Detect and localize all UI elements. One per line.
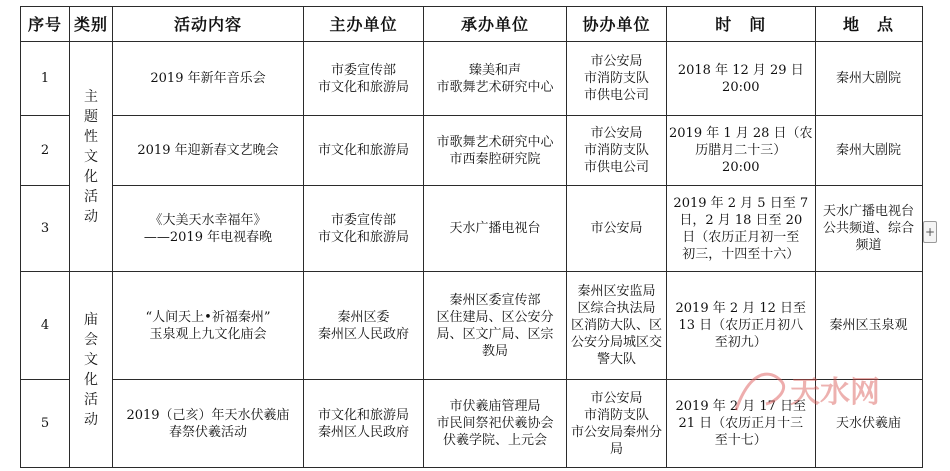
category-theme: 主 题 性 文 化 活 动 <box>70 42 113 272</box>
cell-organizer: 市伏羲庙管理局 市民间祭祀伏羲协会 伏羲学院、上元会 <box>424 380 567 468</box>
cell-place: 秦州区玉泉观 <box>815 272 922 380</box>
cell-content: 2019（己亥）年天水伏羲庙 春祭伏羲活动 <box>113 380 304 468</box>
cell-host: 秦州区委 秦州区人民政府 <box>304 272 424 380</box>
cell-time: 2018 年 12 月 29 日 20:00 <box>667 42 816 116</box>
events-table <box>20 6 923 468</box>
cell-cohost: 市公安局 <box>567 186 667 272</box>
header-time: 时 间 <box>667 7 816 42</box>
cell-organizer: 臻美和声 市歌舞艺术研究中心 <box>424 42 567 116</box>
cell-no: 4 <box>21 272 70 380</box>
cell-cohost: 市公安局 市消防支队 市供电公司 <box>567 116 667 186</box>
cell-organizer: 秦州区委宣传部 区住建局、区公安分 局、区文广局、区宗 教局 <box>424 272 567 380</box>
cell-content: 《大美天水幸福年》 ——2019 年电视春晚 <box>113 186 304 272</box>
table-header-row <box>21 7 923 42</box>
watermark-text: 天水网 <box>790 375 880 410</box>
cell-place: 天水伏羲庙 <box>815 380 922 468</box>
cell-time: 2019 年 2 月 5 日至 7 日，2 月 18 日至 20 日（农历正月初一至 初三，十四至十六） <box>667 186 816 272</box>
cell-organizer: 市歌舞艺术研究中心 市西秦腔研究院 <box>424 116 567 186</box>
category-temple-fair: 庙 会 文 化 活 动 <box>70 272 113 468</box>
cell-cohost: 秦州区安监局 区综合执法局 区消防大队、区 公安分局城区交 警大队 <box>567 272 667 380</box>
header-content: 活动内容 <box>113 7 304 42</box>
cell-place: 秦州大剧院 <box>815 42 922 116</box>
header-no: 序号 <box>21 7 70 42</box>
header-place: 地 点 <box>815 7 922 42</box>
cell-place: 天水广播电视台 公共频道、综合 频道 <box>815 186 922 272</box>
cell-place: 秦州大剧院 <box>815 116 922 186</box>
cell-content: 2019 年新年音乐会 <box>113 42 304 116</box>
cell-host: 市文化和旅游局 秦州区人民政府 <box>304 380 424 468</box>
table-row <box>21 272 923 380</box>
cell-cohost: 市公安局 市消防支队 市供电公司 <box>567 42 667 116</box>
header-category: 类别 <box>70 7 113 42</box>
cell-no: 1 <box>21 42 70 116</box>
cell-host: 市委宣传部 市文化和旅游局 <box>304 186 424 272</box>
cell-time: 2019 年 2 月 17 日至 21 日（农历正月十三 至十七） <box>667 380 816 468</box>
table-row <box>21 186 923 272</box>
table-row <box>21 380 923 468</box>
header-cohost: 协办单位 <box>567 7 667 42</box>
table-row <box>21 116 923 186</box>
cell-time: 2019 年 2 月 12 日至 13 日（农历正月初八 至初九） <box>667 272 816 380</box>
cell-no: 2 <box>21 116 70 186</box>
header-host: 主办单位 <box>304 7 424 42</box>
cell-host: 市委宣传部 市文化和旅游局 <box>304 42 424 116</box>
expand-plus-icon[interactable]: + <box>923 221 937 243</box>
cell-time: 2019 年 1 月 28 日（农 历腊月二十三） 20:00 <box>667 116 816 186</box>
cell-host: 市文化和旅游局 <box>304 116 424 186</box>
header-organizer: 承办单位 <box>424 7 567 42</box>
cell-organizer: 天水广播电视台 <box>424 186 567 272</box>
cell-content: 2019 年迎新春文艺晚会 <box>113 116 304 186</box>
cell-cohost: 市公安局 市消防支队 市公安局秦州分 局 <box>567 380 667 468</box>
cell-content: “人间天上•祈福秦州” 玉泉观上九文化庙会 <box>113 272 304 380</box>
cell-no: 5 <box>21 380 70 468</box>
cell-no: 3 <box>21 186 70 272</box>
table-row <box>21 42 923 116</box>
